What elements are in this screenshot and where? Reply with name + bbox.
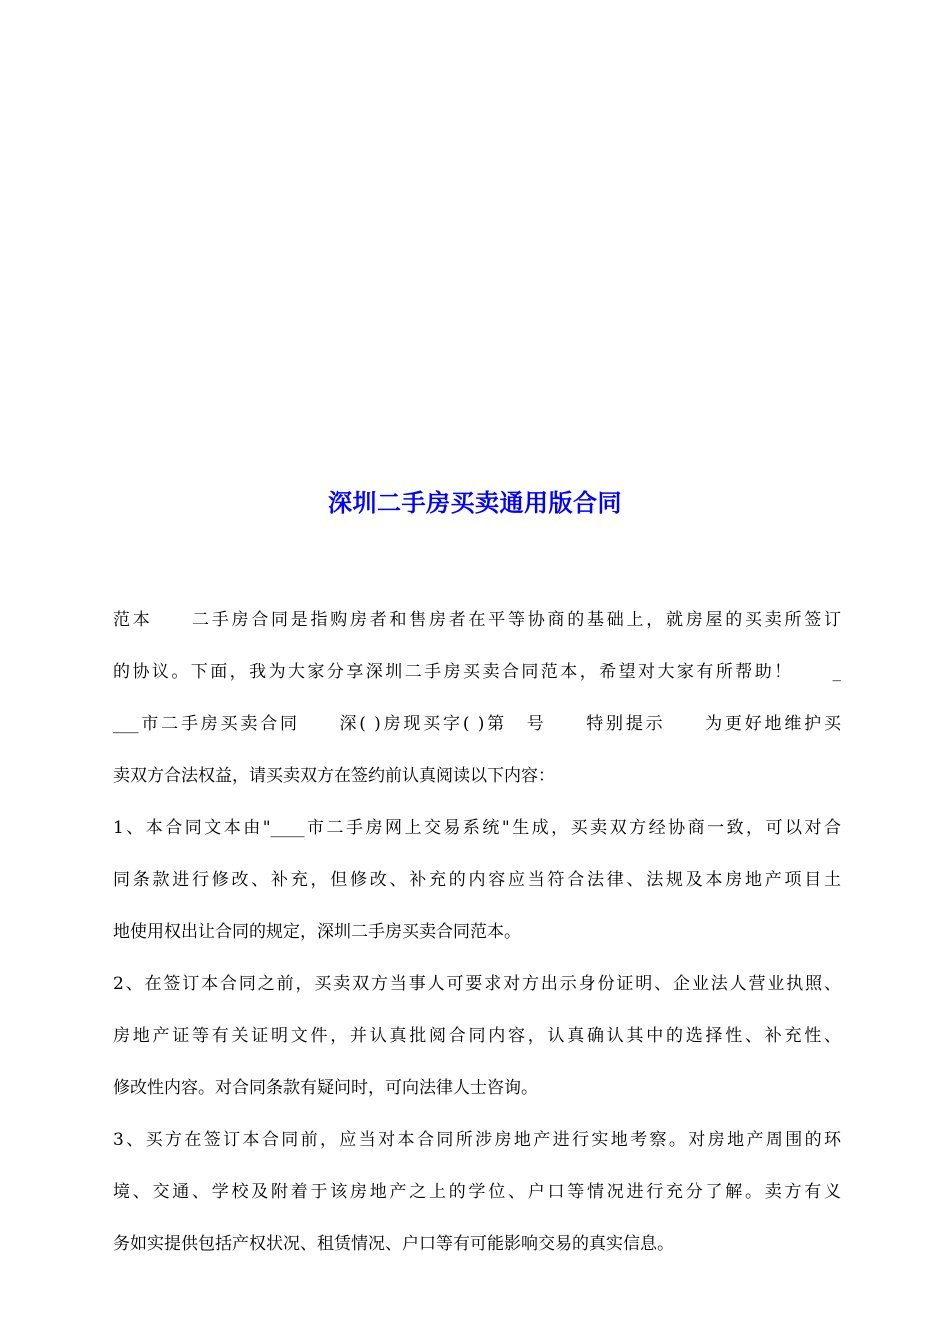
body-line: 务如实提供包括产权状况、租赁情况、户口等有可能影响交易的真实信息。 bbox=[113, 1234, 674, 1254]
body-line: 房地产证等有关证明文件，并认真批阅合同内容，认真确认其中的选择性、补充性、 bbox=[113, 1026, 841, 1046]
body-line: 卖双方合法权益，请买卖双方在签约前认真阅读以下内容： bbox=[113, 766, 555, 786]
body-line: 境、交通、学校及附着于该房地产之上的学位、户口等情况进行充分了解。卖方有义 bbox=[113, 1182, 841, 1202]
document-body bbox=[113, 603, 841, 1279]
body-line: 修改性内容。对合同条款有疑问时，可向法律人士咨询。 bbox=[113, 1078, 538, 1098]
body-line: ___市二手房买卖合同 深( )房现买字( )第 号 特别提示 为更好地维护买 bbox=[113, 714, 841, 734]
body-line: 地使用权出让合同的规定，深圳二手房买卖合同范本。 bbox=[113, 922, 521, 942]
body-line: 1、本合同文本由"____市二手房网上交易系统"生成，买卖双方经协商一致，可以对合 bbox=[113, 818, 841, 838]
body-line: 3、买方在签订本合同前，应当对本合同所涉房地产进行实地考察。对房地产周围的环 bbox=[113, 1130, 841, 1150]
body-line: 范本 二手房合同是指购房者和售房者在平等协商的基础上，就房屋的买卖所签订 bbox=[113, 610, 841, 630]
document-title: 深圳二手房买卖通用版合同 bbox=[328, 488, 622, 517]
body-line: 的协议。下面，我为大家分享深圳二手房买卖合同范本，希望对大家有所帮助！ _ bbox=[113, 662, 841, 682]
body-line: 同条款进行修改、补充，但修改、补充的内容应当符合法律、法规及本房地产项目土 bbox=[113, 870, 841, 890]
body-line: 2、在签订本合同之前，买卖双方当事人可要求对方出示身份证明、企业法人营业执照、 bbox=[113, 974, 841, 994]
